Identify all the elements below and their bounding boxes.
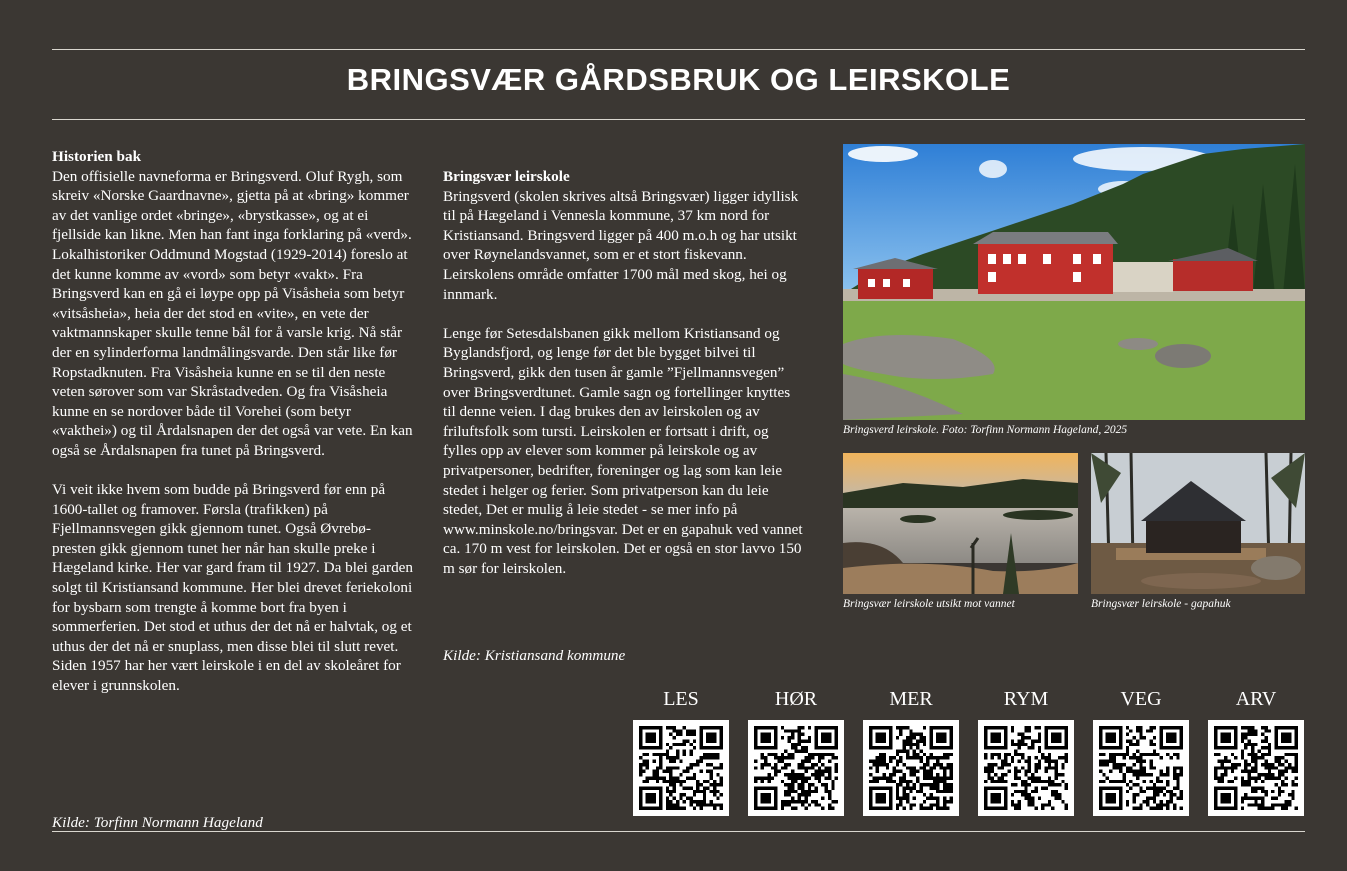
- qr-code-les[interactable]: [633, 720, 729, 816]
- school-paragraph-2: Lenge før Setesdalsbanen gikk mellom Kristiansand og Byglandsfjord, og lenge før det ble bygget bilvei til Bringsverd, gikk den tusen år gamle ”Fjellmannsvegen” over Bringsverdtunet. Gamle sagn og fortellinger knyttes til denne veien. I dag brukes den av leirskolen og av friluftsfolk som tursti. Leirskolen er fortsatt i drift, og fylles opp av elever som kommer på leirskole og av privatpersoner, bedrifter, foreninger og lag som kan leie stedet i helger og ferier. Som privatperson kan du leie stedet, Det er mulig å leie stedet - se mer info på www.minskole.no/bringsvar. Det er en gapahuk ved vannet ca. 170 m vest for leirskolen. Det er også en stor lavvo 150 m sør for leirskolen.: [443, 324, 803, 577]
- history-column: [52, 147, 414, 696]
- school-paragraph-1: Bringsverd (skolen skrives altså Bringsvær) ligger idyllisk til på Hægeland i Vennesla kommune, 37 km nord for Kristiansand. Bringsverd ligger på 400 m.o.h og har utsikt over Røynelandsvannet, som er et stort fiskevann. Leirskolens område omfatter 1700 mål med skog, hei og innmark.: [443, 187, 799, 303]
- school-source: Kilde: Kristiansand kommune: [443, 647, 626, 664]
- qr-label-rym: RYM: [1003, 688, 1049, 710]
- qr-code-arv[interactable]: [1208, 720, 1304, 816]
- history-heading: Historien bak: [52, 148, 142, 165]
- qr-code-hor[interactable]: [748, 720, 844, 816]
- history-paragraph-2: Vi veit ikke hvem som budde på Bringsverd før enn på 1600-tallet og framover. Førsla (trafikken) på Fjellmannsvegen gikk gjennom tunet. Også Øvrebø-presten gikk gjennom tunet her når han skulle preke i Hægeland kirke. Her var gard fram til 1927. Da blei garden solgt til Kristiansand kommune. Her blei drevet feriekoloni for bysbarn som trengte å komme bort fra byen i sommerferien. Det stod et uthus der det nå er halvtak, og et uthus der det nå er snuplass, men disse blei til slutt revet. Siden 1957 har her vært leirskole i en del av skoleåret for elever i grunnskolen.: [52, 481, 413, 695]
- main-photo-caption: Bringsverd leirskole. Foto: Torfinn Normann Hageland, 2025: [843, 424, 1128, 436]
- qr-code-veg[interactable]: [1093, 720, 1189, 816]
- school-heading: Bringsvær leirskole: [443, 168, 570, 185]
- qr-label-veg: VEG: [1120, 688, 1162, 710]
- lake-photo-caption: Bringsvær leirskole utsikt mot vannet: [843, 598, 1015, 610]
- page-title: BRINGSVÆR GÅRDSBRUK OG LEIRSKOLE: [346, 62, 1011, 97]
- qr-label-les: LES: [663, 688, 699, 710]
- title-rule: [52, 119, 1305, 120]
- farm-photo: [843, 144, 1305, 420]
- history-paragraph-1: Den offisielle navneforma er Bringsverd. Oluf Rygh, som skreiv «Norske Gaardnavne», gjetta på at «bring» kommer av det vanlige ordet «bringe», «brystkasse», og at ei fjellside kan likne. Men han fant inga forklaring på «verd». Lokalhistoriker Oddmund Mogstad (1929-2014) foreslo at det kunne komme av «vord» som betyr «vakt». Fra Bringsverd kan en gå ei løype opp på Visåsheia som betyr «vitsåsheia», heia der det stod en «vite», en vete der vaktmannskaper skulle tenne bål for å varsle krig. Nå står der en sylinderforma landmålingsvarde. Den står like før Ropstadknuten. Fra Visåsheia kunne en se til den neste veten sørover som var Skråstadveden. Og fra Visåsheia kunne en se nordover både til Vorehei (som betyr «vakthei») og til Årdalsnapen der det også var vete. En kan også se Årdalsnapen fra tunet på Bringsverd.: [52, 167, 413, 459]
- top-rule: [52, 49, 1305, 50]
- lake-photo: [843, 453, 1078, 594]
- qr-label-mer: MER: [889, 688, 933, 710]
- history-source: Kilde: Torfinn Normann Hageland: [52, 814, 263, 831]
- qr-label-hor: HØR: [774, 688, 818, 710]
- school-column: [443, 167, 805, 578]
- qr-label-arv: ARV: [1235, 688, 1277, 710]
- qr-code-rym[interactable]: [978, 720, 1074, 816]
- shelter-photo: [1091, 453, 1305, 594]
- bottom-rule: [52, 831, 1305, 832]
- qr-code-mer[interactable]: [863, 720, 959, 816]
- shelter-photo-caption: Bringsvær leirskole - gapahuk: [1091, 598, 1231, 610]
